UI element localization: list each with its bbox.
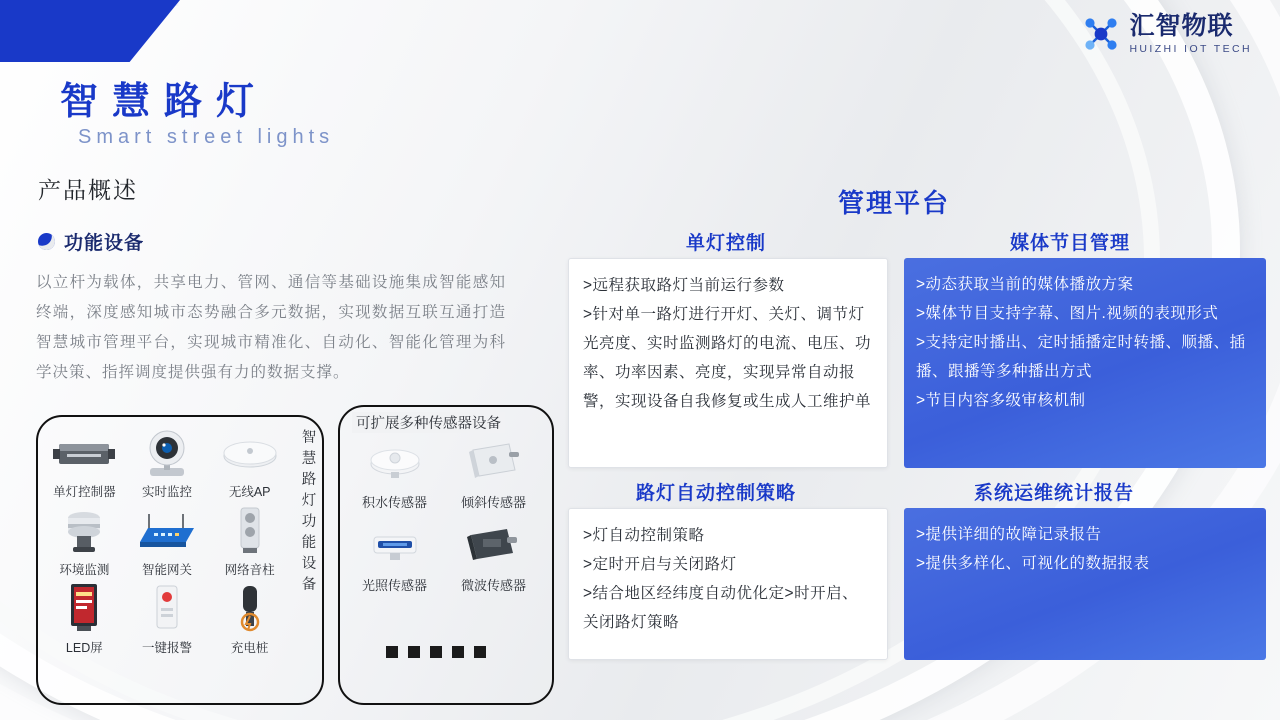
list-item: >定时开启与关闭路灯 <box>583 556 737 573</box>
list-item: >节目内容多级审核机制 <box>916 392 1086 409</box>
sensor-box-title: 可扩展多种传感器设备 <box>352 412 505 433</box>
device-label: 充电桩 <box>230 641 269 655</box>
led-screen-icon <box>44 580 125 636</box>
platform-title: 管理平台 <box>838 188 951 218</box>
top-blue-stripe <box>0 0 1280 6</box>
molecule-icon <box>1081 14 1121 54</box>
power-supply-icon <box>44 424 125 480</box>
logo-title-cn: 汇智物联 <box>1129 12 1234 40</box>
logo-title-en: HUIZHI IOT TECH <box>1129 43 1252 55</box>
list-item: >结合地区经纬度自动优化定>时开启、关闭路灯策略 <box>583 585 859 631</box>
card-heading-single-lamp: 单灯控制 <box>686 233 767 254</box>
card-heading-auto-control: 路灯自动控制策略 <box>636 483 797 504</box>
device-box-main-vertical-label: 智慧路灯功能设备 <box>301 430 317 593</box>
top-left-blue-bar <box>0 0 180 62</box>
camera-icon <box>127 424 208 480</box>
card-heading-ops-report: 系统运维统计报告 <box>974 483 1135 504</box>
sensor-item <box>346 430 443 511</box>
device-item <box>44 502 125 578</box>
microwave-sensor-icon <box>445 513 542 573</box>
light-sensor-icon <box>346 513 443 573</box>
device-label: 单灯控制器 <box>53 485 116 499</box>
device-item <box>127 424 208 500</box>
dot <box>430 646 442 658</box>
section-title: 产品概述 <box>38 177 138 203</box>
device-label: 无线AP <box>228 485 271 499</box>
sensor-item <box>445 513 542 594</box>
device-item <box>127 580 208 656</box>
subsection-label: 功能设备 <box>64 233 145 254</box>
sensor-label: 积水传感器 <box>361 495 427 510</box>
emergency-button-icon <box>127 580 208 636</box>
dot <box>386 646 398 658</box>
sensor-label: 倾斜传感器 <box>460 495 526 510</box>
list-item: >支持定时播出、定时插播定时转播、顺播、插播、跟播等多种播出方式 <box>916 334 1246 380</box>
sensor-grid <box>346 430 542 594</box>
brand-logo <box>1081 14 1252 55</box>
device-label: 环境监测 <box>59 563 110 577</box>
environment-sensor-icon <box>44 502 125 558</box>
card-ops-report <box>904 508 1266 660</box>
dot <box>408 646 420 658</box>
card-list <box>916 270 1252 415</box>
card-auto-control <box>568 508 888 660</box>
charging-pile-icon <box>209 580 290 636</box>
subsection-heading <box>38 228 144 255</box>
card-single-lamp <box>568 258 888 468</box>
list-item: >远程获取路灯当前运行参数 <box>583 277 785 294</box>
device-label: 一键报警 <box>141 641 192 655</box>
device-label: 智能网关 <box>141 563 192 577</box>
device-label: 实时监控 <box>141 485 192 499</box>
speaker-column-icon <box>209 502 290 558</box>
card-heading-media: 媒体节目管理 <box>1010 233 1131 254</box>
device-label: 网络音柱 <box>224 563 275 577</box>
device-label: LED屏 <box>65 641 103 655</box>
device-item <box>44 424 125 500</box>
card-media <box>904 258 1266 468</box>
list-item: >提供详细的故障记录报告 <box>916 526 1102 543</box>
smart-gateway-icon <box>127 502 208 558</box>
list-item: >灯自动控制策略 <box>583 527 705 544</box>
card-list <box>583 521 873 637</box>
wireless-ap-icon <box>209 424 290 480</box>
page-title-cn: 智慧路灯 <box>60 81 269 123</box>
device-item <box>209 580 290 656</box>
card-list <box>916 520 1252 578</box>
sensor-label: 微波传感器 <box>460 578 526 593</box>
moon-icon <box>35 230 58 253</box>
tilt-sensor-icon <box>445 430 542 490</box>
sensor-label: 光照传感器 <box>361 578 427 593</box>
dot <box>474 646 486 658</box>
overview-paragraph: 以立杆为载体，共享电力、管网、通信等基础设施集成智能感知终端，深度感知城市态势融合多元数据，实现数据互联互通打造智慧城市管理平台，实现城市精准化、自动化、智能化管理为科学决策、指挥调度提供强有力的数据支撑。 <box>36 274 506 381</box>
list-item: >提供多样化、可视化的数据报表 <box>916 555 1150 572</box>
sensor-box-dots <box>386 646 486 658</box>
list-item: >动态获取当前的媒体播放方案 <box>916 276 1134 293</box>
device-item <box>209 424 290 500</box>
list-item: >媒体节目支持字幕、图片.视频的表现形式 <box>916 305 1219 322</box>
dot <box>452 646 464 658</box>
device-item <box>209 502 290 578</box>
device-grid-main <box>44 424 290 656</box>
page-title-en: Smart street lights <box>78 126 335 148</box>
list-item: >针对单一路灯进行开灯、关灯、调节灯光亮度、实时监测路灯的电流、电压、功率、功率因素、亮度，实现异常自动报警，实现设备自我修复或生成人工维护单 <box>583 306 872 410</box>
device-item <box>127 502 208 578</box>
sensor-item <box>346 513 443 594</box>
sensor-item <box>445 430 542 511</box>
card-list <box>583 271 873 416</box>
device-item <box>44 580 125 656</box>
water-sensor-icon <box>346 430 443 490</box>
